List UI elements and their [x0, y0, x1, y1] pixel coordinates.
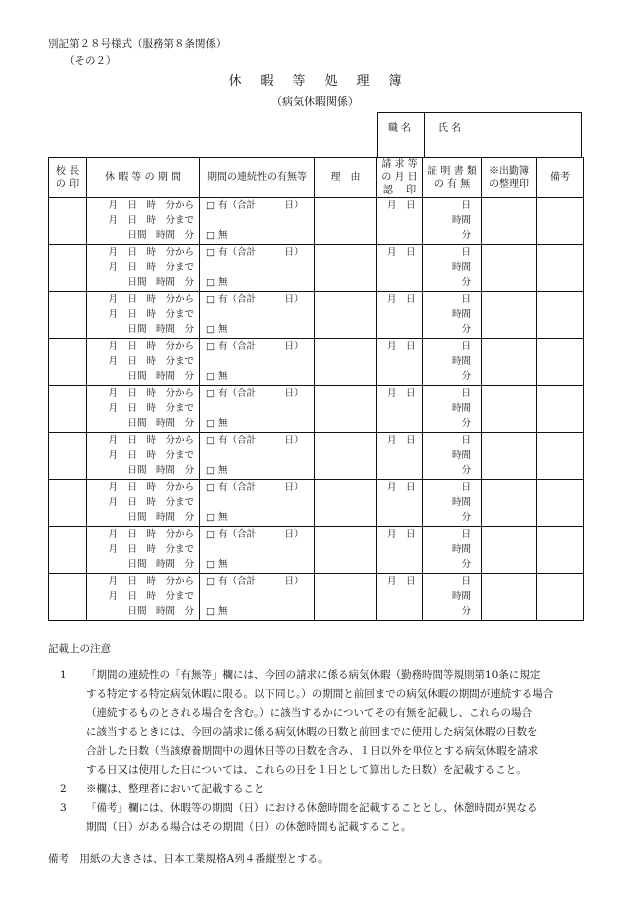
cell-text: □ 無	[206, 324, 228, 335]
cell-text: 分	[461, 559, 471, 570]
note-line: に該当するときには、今回の請求に係る病気休暇の日数と前回までに使用した病気休暇の日数を	[86, 726, 538, 738]
position-name-box	[377, 112, 582, 157]
cell-text: 月 日 時 分まで	[108, 356, 194, 367]
cell-text: 日間 時間 分	[127, 371, 194, 382]
note-item	[48, 799, 588, 837]
request-date-cell[interactable]	[377, 339, 423, 386]
leave-period-cell[interactable]	[87, 386, 200, 433]
col-principal-seal	[49, 158, 87, 198]
attendance-seal-cell[interactable]	[482, 386, 537, 433]
request-date-cell[interactable]	[377, 574, 423, 621]
note-number: 3	[60, 802, 67, 814]
cell-text: 月 日 時 分から	[108, 247, 194, 258]
form-sub-number: （その２）	[64, 55, 117, 67]
attendance-seal-cell[interactable]	[482, 339, 537, 386]
request-date-cell[interactable]	[377, 292, 423, 339]
principal-seal-cell[interactable]	[49, 480, 87, 527]
cell-text: 月 日 時 分から	[108, 435, 194, 446]
principal-seal-cell[interactable]	[49, 245, 87, 292]
remarks-cell[interactable]	[537, 433, 584, 480]
cell-text: 時間	[451, 544, 471, 555]
attendance-seal-cell[interactable]	[482, 292, 537, 339]
note-line: 「備考」欄には、休暇等の期間（日）における休憩時間を記載することとし、休憩時間が異なる	[86, 802, 538, 814]
cell-text: 月 日 時 分から	[108, 482, 194, 493]
principal-seal-cell[interactable]	[49, 433, 87, 480]
remarks-cell[interactable]	[537, 386, 584, 433]
cell-text: 月 日	[387, 247, 416, 258]
cell-text: 日間 時間 分	[127, 277, 194, 288]
principal-seal-cell[interactable]	[49, 339, 87, 386]
cell-text: 日	[461, 435, 471, 446]
note-line: 合計した日数（当該療養期間中の週休日等の日数を含み、１日以外を単位とする病気休暇を請求	[86, 745, 539, 757]
cell-text: 分	[461, 371, 471, 382]
certificate-cell[interactable]	[423, 386, 482, 433]
cell-text: 日間 時間 分	[127, 606, 194, 617]
leave-period-cell[interactable]	[87, 480, 200, 527]
certificate-cell[interactable]	[423, 292, 482, 339]
cell-text: □ 有（合計 日）	[206, 482, 304, 493]
reason-cell[interactable]	[315, 574, 377, 621]
cell-text: 月 日 時 分まで	[108, 591, 194, 602]
cell-text: □ 有（合計 日）	[206, 294, 304, 305]
position-cell	[378, 113, 425, 157]
cell-text: 月 日 時 分まで	[108, 450, 194, 461]
cell-text: 月 日	[387, 388, 416, 399]
table-row	[49, 245, 584, 292]
cell-text: 分	[461, 277, 471, 288]
cell-text: 月 日 時 分から	[108, 294, 194, 305]
attendance-seal-cell[interactable]	[482, 527, 537, 574]
column-header-text: 理 由	[330, 172, 361, 183]
table-row	[49, 574, 584, 621]
cell-text: □ 無	[206, 418, 228, 429]
cell-text: 日	[461, 529, 471, 540]
column-header-text: の整理印	[489, 178, 529, 190]
column-header-text: の 印	[55, 178, 80, 190]
column-header-text: 請 求 等	[381, 159, 418, 170]
certificate-cell[interactable]	[423, 245, 482, 292]
continuity-cell[interactable]	[200, 339, 315, 386]
table-row	[49, 527, 584, 574]
cell-text: 日間 時間 分	[127, 559, 194, 570]
certificate-cell[interactable]	[423, 339, 482, 386]
request-date-cell[interactable]	[377, 198, 423, 245]
request-date-cell[interactable]	[377, 433, 423, 480]
cell-text: 分	[461, 324, 471, 335]
remarks-cell[interactable]	[537, 292, 584, 339]
cell-text: 日間 時間 分	[127, 324, 194, 335]
remarks-cell[interactable]	[537, 198, 584, 245]
table-row	[49, 339, 584, 386]
cell-text: 月 日 時 分まで	[108, 215, 194, 226]
request-date-cell[interactable]	[377, 245, 423, 292]
certificate-cell[interactable]	[423, 574, 482, 621]
cell-text: 時間	[451, 497, 471, 508]
leave-record-table	[48, 157, 584, 621]
position-label: 職 名	[388, 123, 412, 134]
remarks-cell[interactable]	[537, 339, 584, 386]
continuity-cell[interactable]	[200, 292, 315, 339]
cell-text: □ 無	[206, 371, 228, 382]
continuity-cell[interactable]	[200, 198, 315, 245]
attendance-seal-cell[interactable]	[482, 574, 537, 621]
note-line: する特定する特定病気休暇に限る。以下同じ。）の期間と前回までの病気休暇の期間が連続する場合	[86, 688, 554, 700]
reason-cell[interactable]	[315, 386, 377, 433]
continuity-cell[interactable]	[200, 480, 315, 527]
certificate-cell[interactable]	[423, 198, 482, 245]
cell-text: 月 日	[387, 482, 416, 493]
cell-text: 日	[461, 200, 471, 211]
principal-seal-cell[interactable]	[49, 386, 87, 433]
request-date-cell[interactable]	[377, 480, 423, 527]
leave-period-cell[interactable]	[87, 339, 200, 386]
leave-period-cell[interactable]	[87, 198, 200, 245]
cell-text: 分	[461, 465, 471, 476]
cell-text: 分	[461, 418, 471, 429]
attendance-seal-cell[interactable]	[482, 198, 537, 245]
cell-text: □ 無	[206, 230, 228, 241]
column-header-text: 休 暇 等 の 期 間	[105, 172, 181, 183]
reason-cell[interactable]	[315, 480, 377, 527]
column-header-text: 認 印	[382, 185, 417, 196]
request-date-cell[interactable]	[377, 386, 423, 433]
col-remarks	[537, 158, 584, 198]
cell-text: 月 日 時 分まで	[108, 309, 194, 320]
certificate-cell[interactable]	[423, 527, 482, 574]
cell-text: 日間 時間 分	[127, 465, 194, 476]
cell-text: □ 無	[206, 559, 228, 570]
page-title: 休暇等処理簿	[228, 74, 421, 89]
col-leave-period	[87, 158, 200, 198]
cell-text: 日間 時間 分	[127, 418, 194, 429]
continuity-cell[interactable]	[200, 433, 315, 480]
certificate-cell[interactable]	[423, 480, 482, 527]
col-continuity	[200, 158, 315, 198]
cell-text: 日	[461, 247, 471, 258]
cell-text: 月 日 時 分まで	[108, 544, 194, 555]
column-header-text: 校 長	[55, 165, 80, 177]
table-row	[49, 292, 584, 339]
note-line: する日又は使用した日については、これらの日を１日として算出した日数）を記載すること。	[86, 764, 527, 776]
leave-period-cell[interactable]	[87, 245, 200, 292]
request-date-cell[interactable]	[377, 527, 423, 574]
note-line: ※欄は、整理者において記載すること	[86, 783, 265, 795]
page-subtitle: （病気休暇関係）	[271, 95, 359, 108]
reason-cell[interactable]	[315, 292, 377, 339]
leave-period-cell[interactable]	[87, 433, 200, 480]
table-header-row	[49, 158, 584, 198]
note-number: 2	[60, 783, 67, 795]
cell-text: 日	[461, 294, 471, 305]
cell-text: 時間	[451, 356, 471, 367]
name-label: 氏 名	[438, 123, 462, 134]
leave-period-cell[interactable]	[87, 292, 200, 339]
reason-cell[interactable]	[315, 527, 377, 574]
principal-seal-cell[interactable]	[49, 527, 87, 574]
note-line: （連続するものとされる場合を含む。）に該当するかについてその有無を記載し、これらの場合	[86, 707, 533, 719]
cell-text: 月 日	[387, 576, 416, 587]
cell-text: 日	[461, 576, 471, 587]
certificate-cell[interactable]	[423, 433, 482, 480]
note-line: 期間（日）がある場合はその期間（日）の休憩時間も記載すること。	[86, 821, 412, 833]
column-header-text: ※出勤簿	[489, 165, 529, 177]
attendance-seal-cell[interactable]	[482, 245, 537, 292]
principal-seal-cell[interactable]	[49, 198, 87, 245]
continuity-cell[interactable]	[200, 386, 315, 433]
cell-text: 分	[461, 606, 471, 617]
table-row	[49, 433, 584, 480]
form-number: 別記第２８号様式（服務第８条関係）	[48, 38, 227, 50]
cell-text: □ 無	[206, 606, 228, 617]
continuity-cell[interactable]	[200, 245, 315, 292]
cell-text: 月 日 時 分まで	[108, 497, 194, 508]
cell-text: 日	[461, 341, 471, 352]
notes-heading: 記載上の注意	[48, 643, 111, 655]
cell-text: □ 有（合計 日）	[206, 200, 304, 211]
cell-text: 月 日	[387, 294, 416, 305]
reason-cell[interactable]	[315, 433, 377, 480]
cell-text: 日間 時間 分	[127, 230, 194, 241]
reason-cell[interactable]	[315, 339, 377, 386]
cell-text: 日	[461, 482, 471, 493]
cell-text: □ 有（合計 日）	[206, 388, 304, 399]
cell-text: 分	[461, 230, 471, 241]
cell-text: 時間	[451, 403, 471, 414]
cell-text: 時間	[451, 309, 471, 320]
table-row	[49, 198, 584, 245]
cell-text: 日間 時間 分	[127, 512, 194, 523]
cell-text: 月 日	[387, 435, 416, 446]
col-certificate	[423, 158, 482, 198]
remarks-cell[interactable]	[537, 574, 584, 621]
note-line: 「期間の連続性の「有無等」欄には、今回の請求に係る病気休暇（勤務時間等規則第10条に規定	[86, 669, 541, 681]
cell-text: □ 有（合計 日）	[206, 576, 304, 587]
notes-section	[48, 641, 588, 837]
continuity-cell[interactable]	[200, 527, 315, 574]
column-header-text: の 有 無	[433, 178, 471, 190]
cell-text: 月 日 時 分から	[108, 576, 194, 587]
cell-text: 月 日	[387, 200, 416, 211]
cell-text: 月 日 時 分まで	[108, 403, 194, 414]
column-header-text: 証 明 書 類	[427, 165, 477, 177]
attendance-seal-cell[interactable]	[482, 480, 537, 527]
table-row	[49, 386, 584, 433]
leave-period-cell[interactable]	[87, 574, 200, 621]
cell-text: 時間	[451, 591, 471, 602]
cell-text: □ 有（合計 日）	[206, 435, 304, 446]
footer-remark: 備考 用紙の大きさは、日本工業規格A列４番縦型とする。	[48, 853, 329, 865]
principal-seal-cell[interactable]	[49, 292, 87, 339]
cell-text: □ 無	[206, 512, 228, 523]
remarks-cell[interactable]	[537, 245, 584, 292]
continuity-cell[interactable]	[200, 574, 315, 621]
cell-text: 時間	[451, 215, 471, 226]
column-header-text: 期間の連続性の有無等	[207, 172, 307, 183]
col-reason	[315, 158, 377, 198]
cell-text: 時間	[451, 262, 471, 273]
table-row	[49, 480, 584, 527]
cell-text: 月 日 時 分から	[108, 388, 194, 399]
cell-text: □ 無	[206, 277, 228, 288]
cell-text: □ 無	[206, 465, 228, 476]
attendance-seal-cell[interactable]	[482, 433, 537, 480]
cell-text: 月 日	[387, 529, 416, 540]
cell-text: 日	[461, 388, 471, 399]
cell-text: 月 日 時 分から	[108, 341, 194, 352]
cell-text: 月 日 時 分から	[108, 529, 194, 540]
col-attendance-seal	[482, 158, 537, 198]
cell-text: 分	[461, 512, 471, 523]
reason-cell[interactable]	[315, 198, 377, 245]
remarks-cell[interactable]	[537, 480, 584, 527]
cell-text: 月 日 時 分から	[108, 200, 194, 211]
column-header-text: 備考	[550, 172, 570, 183]
cell-text: □ 有（合計 日）	[206, 247, 304, 258]
principal-seal-cell[interactable]	[49, 574, 87, 621]
col-request-date	[377, 158, 423, 198]
reason-cell[interactable]	[315, 245, 377, 292]
cell-text: 月 日	[387, 341, 416, 352]
cell-text: □ 有（合計 日）	[206, 529, 304, 540]
note-item	[48, 780, 588, 799]
note-item	[48, 666, 588, 780]
leave-period-cell[interactable]	[87, 527, 200, 574]
cell-text: 時間	[451, 450, 471, 461]
column-header-text: の 月 日	[381, 172, 418, 183]
cell-text: 月 日 時 分まで	[108, 262, 194, 273]
note-number: 1	[60, 669, 67, 681]
cell-text: □ 有（合計 日）	[206, 341, 304, 352]
remarks-cell[interactable]	[537, 527, 584, 574]
